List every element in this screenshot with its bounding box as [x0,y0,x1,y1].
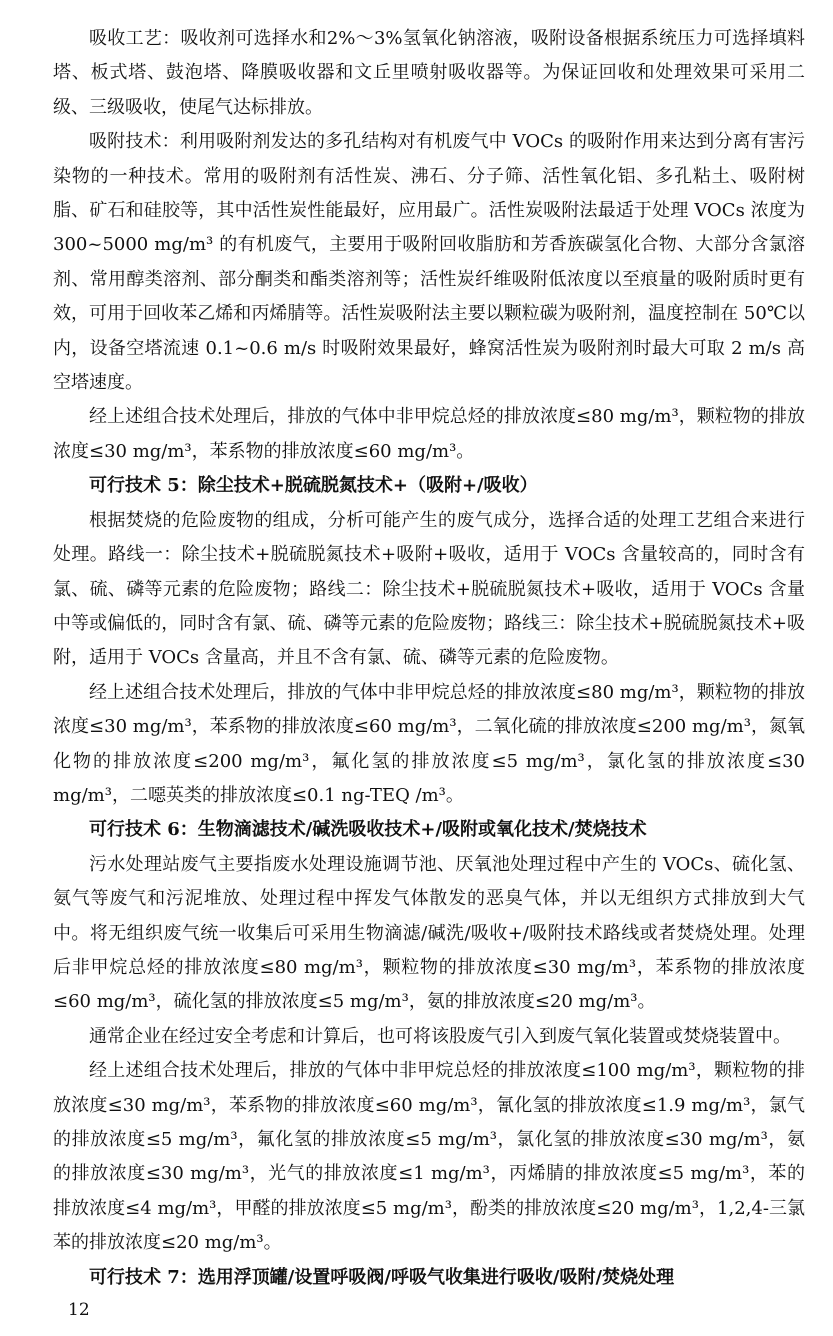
heading-feasible-technology-6: 可行技术 6：生物滴滤技术/碱洗吸收技术+/吸附或氧化技术/焚烧技术 [89,819,647,841]
paragraph-adsorption-technology: 吸附技术：利用吸附剂发达的多孔结构对有机废气中 VOCs 的吸附作用来达到分离有害污染物的一种技术。常用的吸附剂有活性炭、沸石、分子筛、活性氧化铝、多孔粘土、吸附树脂、矿石和硅胶等，其中活性炭性能最好，应用最广。活性炭吸附法最适于处理 VOCs 浓度为 300~5000 mg/m³ 的有机废气，主要用于吸附回收脂肪和芳香族碳氢化合物、大部分含氯溶剂、常用醇类溶剂、部分酮类和酯类溶剂等；活性炭纤维吸附低浓度以至痕量的吸附质时更有效，可用于回收苯乙烯和丙烯腈等。活性炭吸附法主要以颗粒碳为吸附剂，温度控制在 50℃以内，设备空塔流速 0.1~0.6 m/s 时吸附效果最好，蜂窝活性炭为吸附剂时最大可取 2 m/s 高空塔速度。 [53,131,805,394]
paragraph-absorption-process: 吸收工艺：吸收剂可选择水和2%～3%氢氧化钠溶液，吸附设备根据系统压力可选择填料塔、板式塔、鼓泡塔、降膜吸收器和文丘里喷射吸收器等。为保证回收和处理效果可采用二级、三级吸收，使尾气达标排放。 [53,28,805,118]
heading-feasible-technology-5: 可行技术 5：除尘技术+脱硫脱氮技术+（吸附+/吸收） [89,475,538,497]
paragraph-emission-result-3: 经上述组合技术处理后，排放的气体中非甲烷总烃的排放浓度≤100 mg/m³，颗粒物的排放浓度≤30 mg/m³，苯系物的排放浓度≤60 mg/m³，氰化氢的排放浓度≤1.9 mg/m³，氯气的排放浓度≤5 mg/m³，氟化氢的排放浓度≤5 mg/m³，氯化氢的排放浓度≤30 mg/m³，氨的排放浓度≤30 mg/m³，光气的排放浓度≤1 mg/m³，丙烯腈的排放浓度≤5 mg/m³，苯的排放浓度≤4 mg/m³，甲醛的排放浓度≤5 mg/m³，酚类的排放浓度≤20 mg/m³，1,2,4-三氯苯的排放浓度≤20 mg/m³。 [53,1060,805,1254]
paragraph-wastewater-gas: 污水处理站废气主要指废水处理设施调节池、厌氧池处理过程中产生的 VOCs、硫化氢、氨气等废气和污泥堆放、处理过程中挥发气体散发的恶臭气体，并以无组织方式排放到大气中。将无组织废气统一收集后可采用生物滴滤/碱洗/吸收+/吸附技术路线或者焚烧处理。处理后非甲烷总烃的排放浓度≤80 mg/m³，颗粒物的排放浓度≤30 mg/m³，苯系物的排放浓度≤60 mg/m³，硫化氢的排放浓度≤5 mg/m³，氨的排放浓度≤20 mg/m³。 [53,853,805,1013]
paragraph-oxidation-option: 通常企业在经过安全考虑和计算后，也可将该股废气引入到废气氧化装置或焚烧装置中。 [89,1025,791,1047]
heading-feasible-technology-7: 可行技术 7：选用浮顶罐/设置呼吸阀/呼吸气收集进行吸收/吸附/焚烧处理 [89,1266,675,1288]
paragraph-emission-result-1: 经上述组合技术处理后，排放的气体中非甲烷总烃的排放浓度≤80 mg/m³，颗粒物的排放浓度≤30 mg/m³，苯系物的排放浓度≤60 mg/m³。 [53,406,805,462]
page-number: 12 [68,1300,90,1320]
document-body [53,22,805,1295]
paragraph-incineration-routes: 根据焚烧的危险废物的组成，分析可能产生的废气成分，选择合适的处理工艺组合来进行处理。路线一：除尘技术+脱硫脱氮技术+吸附+吸收，适用于 VOCs 含量较高的，同时含有氯、硫、磷等元素的危险废物；路线二：除尘技术+脱硫脱氮技术+吸收，适用于 VOCs 含量中等或偏低的，同时含有氯、硫、磷等元素的危险废物；路线三：除尘技术+脱硫脱氮技术+吸附，适用于 VOCs 含量高，并且不含有氯、硫、磷等元素的危险废物。 [53,509,805,669]
paragraph-emission-result-2: 经上述组合技术处理后，排放的气体中非甲烷总烃的排放浓度≤80 mg/m³，颗粒物的排放浓度≤30 mg/m³，苯系物的排放浓度≤60 mg/m³，二氧化硫的排放浓度≤200 mg/m³，氮氧化物的排放浓度≤200 mg/m³，氟化氢的排放浓度≤5 mg/m³，氯化氢的排放浓度≤30 mg/m³，二噁英类的排放浓度≤0.1 ng-TEQ /m³。 [53,681,805,806]
